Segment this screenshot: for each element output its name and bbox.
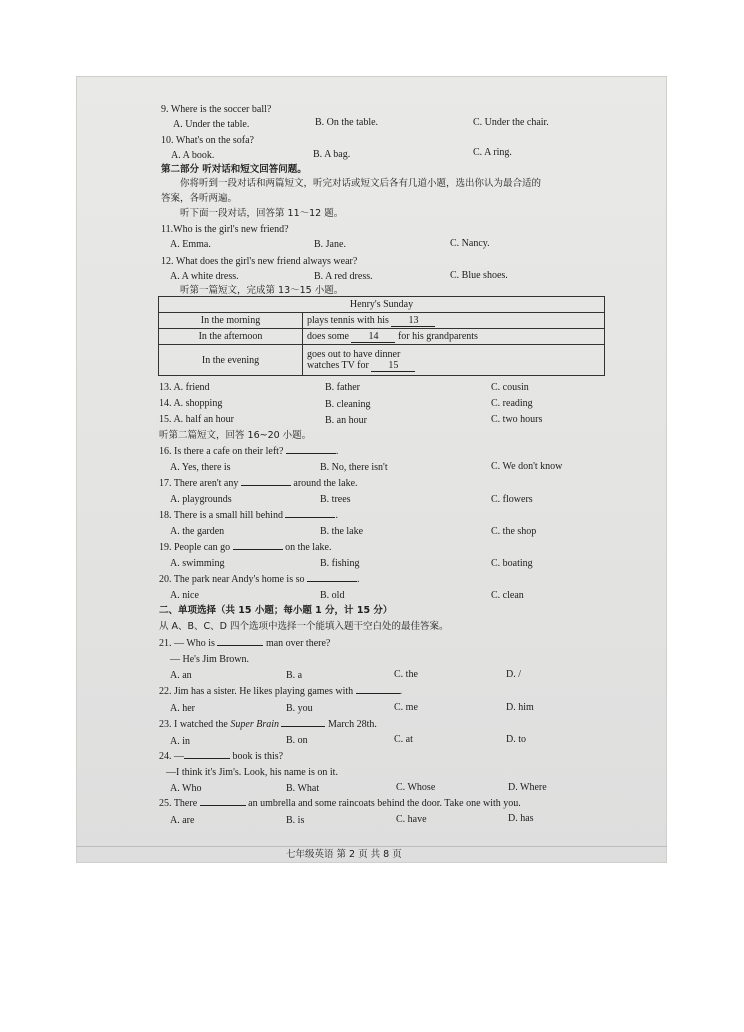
q14-option-c: C. reading — [491, 398, 533, 409]
q18-option-b: B. the lake — [320, 526, 364, 537]
q13-option-b: B. father — [325, 382, 360, 393]
q9-stem: 9. Where is the soccer ball? — [161, 104, 272, 115]
table-title: Henry's Sunday — [159, 297, 605, 313]
table-label-afternoon: In the afternoon — [159, 329, 303, 345]
q19-option-c: C. boating — [491, 558, 533, 569]
henrys-sunday-table — [158, 296, 605, 376]
q11-option-a: A. Emma. — [170, 239, 211, 250]
q9-option-a: A. Under the table. — [173, 119, 250, 130]
q23-option-b: B. on — [286, 735, 308, 746]
q25-option-c: C. have — [396, 814, 427, 825]
q19-stem-end: on the lake. — [285, 542, 332, 553]
q12-option-c: C. Blue shoes. — [450, 270, 508, 281]
exam-page — [76, 76, 667, 863]
table-evening-line1: goes out to have dinner — [307, 348, 401, 360]
q19-option-b: B. fishing — [320, 558, 360, 569]
q24-reply: —I think it's Jim's. Look, his name is on it. — [166, 767, 338, 778]
q24-stem-end: book is this? — [232, 751, 284, 762]
q18-stem — [159, 510, 338, 522]
page-footer: 七年级英语 第 2 页 共 8 页 — [286, 849, 402, 860]
q21-stem-text: 21. — Who is — [159, 638, 215, 649]
q17-blank — [241, 485, 291, 486]
q15-option-c: C. two hours — [491, 414, 543, 425]
q24-option-c: C. Whose — [396, 782, 436, 793]
table-label-evening: In the evening — [159, 345, 303, 376]
q20-option-b: B. old — [320, 590, 345, 601]
q24-option-d: D. Where — [508, 782, 547, 793]
q25-option-b: B. is — [286, 815, 305, 826]
q16-stem-text: 16. Is there a cafe on their left? — [159, 446, 284, 457]
passage1-intro: 听第一篇短文，完成第 13～15 小题。 — [180, 285, 344, 296]
q23-stem-text: 23. I watched the — [159, 719, 228, 730]
dialog-intro: 听下面一段对话，回答第 11～12 题。 — [180, 208, 344, 219]
q23-stem — [159, 719, 377, 731]
q25-stem-text: 25. There — [159, 798, 198, 809]
q17-option-c: C. flowers — [491, 494, 533, 505]
q20-stem-text: 20. The park near Andy's home is so — [159, 574, 305, 585]
q24-option-b: B. What — [286, 783, 320, 794]
q16-option-c: C. We don't know — [491, 461, 563, 472]
q23-blank — [281, 726, 325, 727]
section2-instruction: 从 A、B、C、D 四个选项中选择一个能填入题干空白处的最佳答案。 — [159, 621, 449, 632]
q15-option-b: B. an hour — [325, 415, 367, 426]
part2-heading: 第二部分 听对话和短文回答问题。 — [161, 164, 307, 175]
q21-option-d: D. / — [506, 669, 521, 680]
q21-stem — [159, 638, 330, 650]
q17-option-b: B. trees — [320, 494, 351, 505]
q11-option-c: C. Nancy. — [450, 238, 490, 249]
q10-option-c: C. A ring. — [473, 147, 512, 158]
q23-option-a: A. in — [170, 736, 190, 747]
q22-option-c: C. me — [394, 702, 418, 713]
q19-blank — [233, 549, 283, 550]
q21-option-c: C. the — [394, 669, 418, 680]
q12-option-a: A. A white dress. — [170, 271, 239, 282]
q18-stem-end: . — [335, 510, 338, 521]
q14-option-b: B. cleaning — [325, 399, 371, 410]
q16-option-b: B. No, there isn't — [320, 462, 388, 473]
table-cell-afternoon — [303, 329, 605, 345]
q18-stem-text: 18. There is a small hill behind — [159, 510, 283, 521]
q25-blank — [200, 805, 246, 806]
q12-stem: 12. What does the girl's new friend always wear? — [161, 256, 358, 267]
q24-blank — [184, 758, 230, 759]
q20-blank — [307, 581, 357, 582]
q24-stem — [159, 751, 283, 763]
q20-stem — [159, 574, 359, 586]
q19-stem-text: 19. People can go — [159, 542, 231, 553]
passage2-intro: 听第二篇短文，回答 16~20 小题。 — [159, 430, 312, 441]
q16-stem — [159, 446, 338, 458]
q21-reply: — He's Jim Brown. — [170, 654, 250, 665]
q22-option-a: A. her — [170, 703, 195, 714]
table-evening-line2: watches TV for — [307, 359, 369, 371]
q25-option-d: D. has — [508, 813, 534, 824]
table-cell-evening — [303, 345, 605, 376]
q17-stem-text: 17. There aren't any — [159, 478, 239, 489]
q23-option-d: D. to — [506, 734, 526, 745]
q10-option-b: B. A bag. — [313, 149, 351, 160]
q20-option-a: A. nice — [170, 590, 199, 601]
q17-stem-end: around the lake. — [293, 478, 358, 489]
q23-option-c: C. at — [394, 734, 413, 745]
blank-14: 14 — [351, 331, 395, 343]
table-morning-text: plays tennis with his — [307, 314, 389, 326]
q22-blank — [356, 693, 400, 694]
q13-option-c: C. cousin — [491, 382, 529, 393]
table-label-morning: In the morning — [159, 313, 303, 329]
blank-15: 15 — [371, 360, 415, 372]
footer-divider — [76, 846, 667, 847]
q21-option-a: A. an — [170, 670, 192, 681]
table-afternoon-text-end: for his grandparents — [397, 330, 478, 342]
q21-option-b: B. a — [286, 670, 303, 681]
q25-stem — [159, 798, 521, 810]
section2-heading: 二、单项选择（共 15 小题；每小题 1 分，计 15 分） — [159, 605, 393, 616]
q11-option-b: B. Jane. — [314, 239, 346, 250]
q18-option-c: C. the shop — [491, 526, 537, 537]
q25-stem-end: an umbrella and some raincoats behind the door. Take one with you. — [248, 798, 521, 809]
q23-stem-end: March 28th. — [327, 719, 377, 730]
table-cell-morning — [303, 313, 605, 329]
q19-stem — [159, 542, 331, 554]
q16-option-a: A. Yes, there is — [170, 462, 231, 473]
table-afternoon-text: does some — [307, 330, 349, 342]
q16-stem-end: . — [335, 446, 339, 457]
q24-option-a: A. Who — [170, 783, 202, 794]
q22-stem-end: . — [399, 686, 403, 697]
q25-option-a: A. are — [170, 815, 195, 826]
q19-option-a: A. swimming — [170, 558, 225, 569]
q23-program-name: Super Brain — [230, 719, 279, 730]
q22-option-d: D. him — [506, 702, 534, 713]
q14-option-a: 14. A. shopping — [159, 398, 223, 409]
q18-blank — [285, 517, 335, 518]
q18-option-a: A. the garden — [170, 526, 225, 537]
q9-option-c: C. Under the chair. — [473, 117, 549, 128]
q24-stem-text: 24. — — [159, 751, 184, 762]
q10-stem: 10. What's on the sofa? — [161, 135, 254, 146]
q17-stem — [159, 478, 358, 490]
q9-option-b: B. On the table. — [315, 117, 379, 128]
q22-option-b: B. you — [286, 703, 313, 714]
q10-option-a: A. A book. — [171, 150, 215, 161]
q15-option-a: 15. A. half an hour — [159, 414, 234, 425]
q21-stem-end: man over there? — [265, 638, 331, 649]
q12-option-b: B. A red dress. — [314, 271, 373, 282]
q22-stem-text: 22. Jim has a sister. He likes playing games with — [159, 686, 354, 697]
q13-option-a: 13. A. friend — [159, 382, 210, 393]
part2-instruction-line2: 答案，各听两遍。 — [161, 193, 238, 204]
q11-stem: 11.Who is the girl's new friend? — [161, 224, 289, 235]
part2-instruction-line1: 你将听到一段对话和两篇短文，听完对话或短文后各有几道小题，选出你认为最合适的 — [180, 178, 542, 189]
q17-option-a: A. playgrounds — [170, 494, 232, 505]
q20-option-c: C. clean — [491, 590, 524, 601]
q21-blank — [217, 645, 263, 646]
q16-blank — [286, 453, 336, 454]
q22-stem — [159, 686, 402, 698]
q20-stem-end: . — [356, 574, 360, 585]
blank-13: 13 — [391, 315, 435, 327]
